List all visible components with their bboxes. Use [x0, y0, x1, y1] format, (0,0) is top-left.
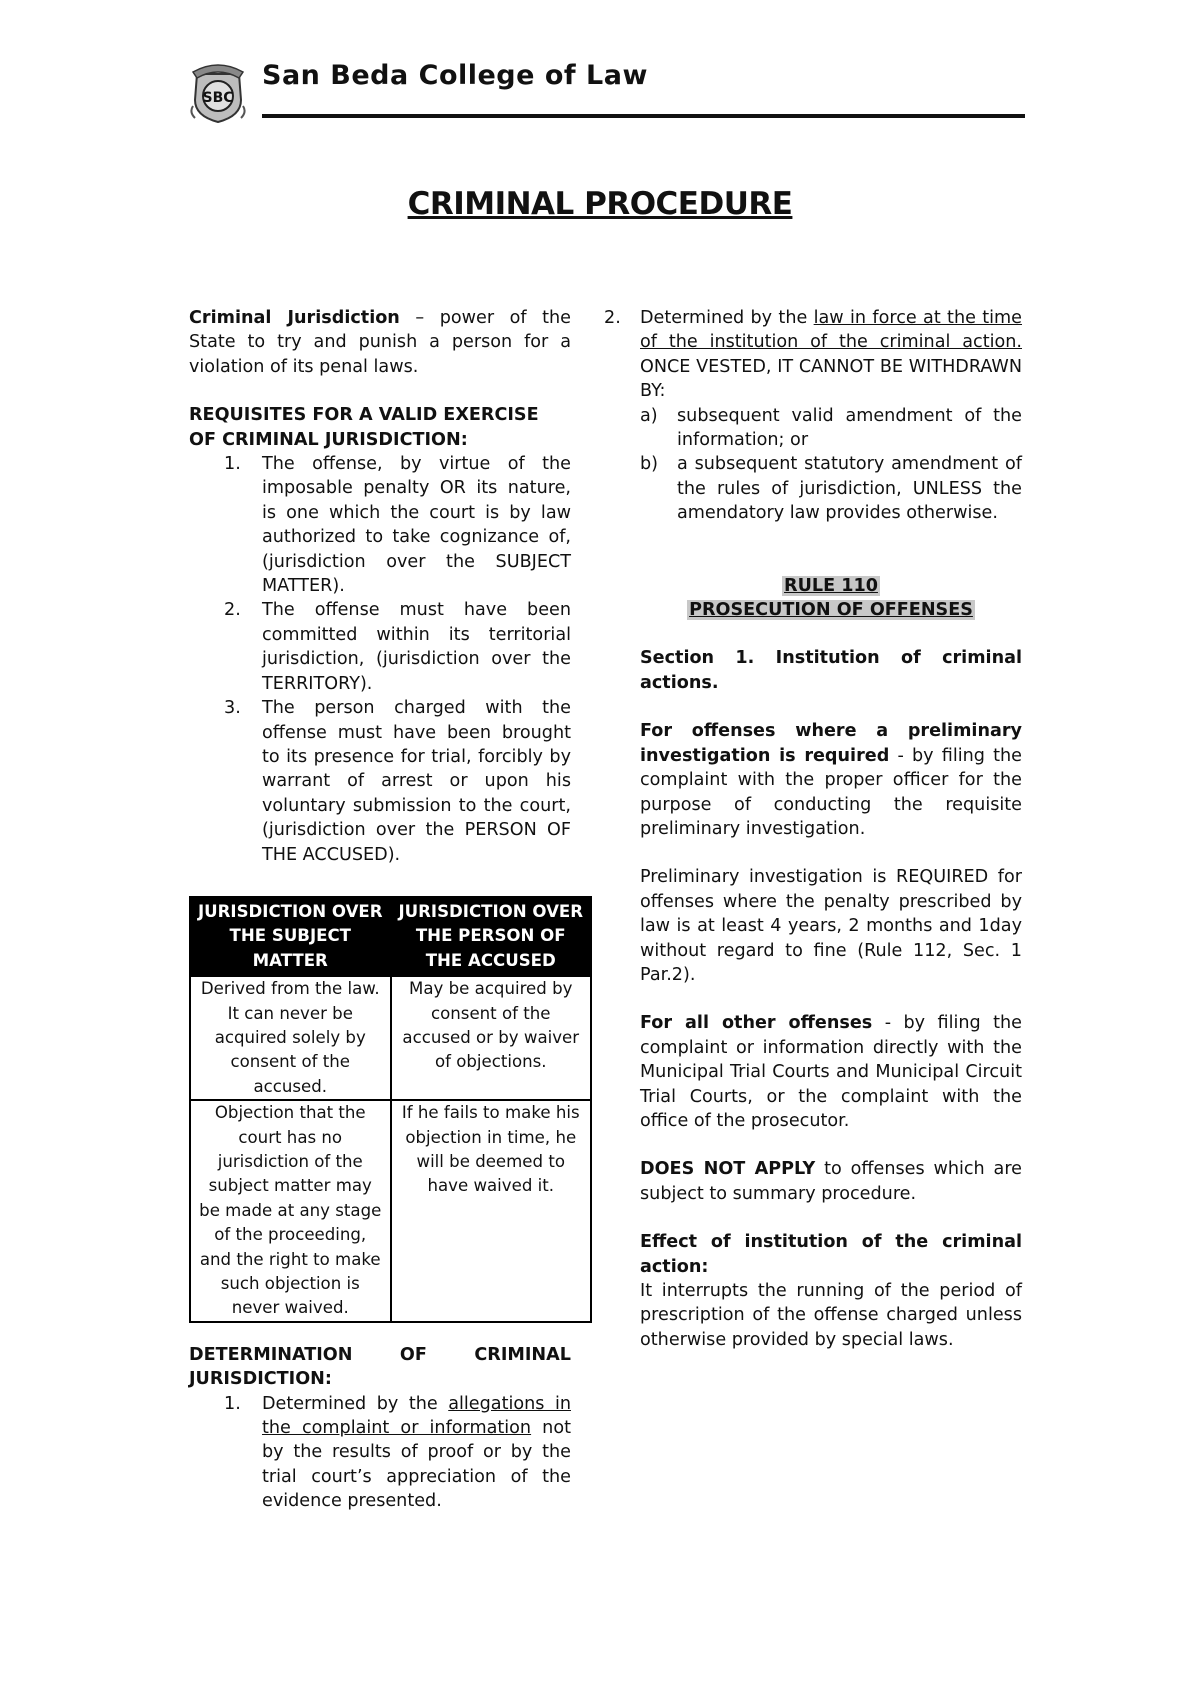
- table-row: [190, 1100, 591, 1322]
- right-column: [604, 306, 1023, 1352]
- determination-list: [189, 1392, 571, 1514]
- requisites-list: [189, 452, 571, 867]
- other-offenses-paragraph: For all other offenses - by filing the complaint or information directly with the Municipal Trial Courts and Municipal Circuit Trial Courts, or the complaint with the office of the prosecutor.: [640, 1013, 1023, 1131]
- jurisdiction-comparison-table: [189, 896, 592, 1323]
- section-heading: Section 1. Institution of criminal actions.: [640, 648, 1022, 693]
- list-item: 1. The offense, by virtue of the imposable penalty OR its nature, is one which the court is by law authorized to take cognizance of, (jurisdiction over the SUBJECT MATTER).: [224, 454, 571, 597]
- determination-heading: DETERMINATION OF CRIMINAL JURISDICTION:: [189, 1344, 571, 1390]
- list-item: 1. Determined by the allegations in the complaint or information not by the results of proof or by the trial court’s appreciation of the evidence presented.: [224, 1393, 571, 1512]
- list-item: a) subsequent valid amendment of the information; or: [640, 405, 1022, 451]
- rule-title: PROSECUTION OF OFFENSES: [689, 600, 973, 621]
- list-item: 2. Determined by the law in force at the time of the institution of the criminal action. ONCE VESTED, IT CANNOT BE WITHDRAWN BY:: [604, 308, 1022, 402]
- left-column: [189, 306, 584, 1514]
- institution-name: San Beda College of Law: [262, 60, 648, 91]
- column-header: JURISDICTION OVER THE SUBJECT MATTER: [190, 897, 391, 976]
- withdrawal-sublist: [640, 404, 1022, 526]
- requisites-heading: REQUISITES FOR A VALID EXERCISE OF CRIMINAL JURISDICTION:: [189, 405, 539, 450]
- pi-requirement-paragraph: Preliminary investigation is REQUIRED for offenses where the penalty prescribed by law is at least 4 years, 2 months and 1day without regard to fine (Rule 112, Sec. 1 Par.2).: [640, 867, 1022, 985]
- criminal-jurisdiction-definition: [189, 306, 571, 379]
- table-cell: If he fails to make his objection in time, he will be deemed to have waived it.: [391, 1100, 592, 1322]
- effect-paragraph: It interrupts the running of the period of prescription of the offense charged unless otherwise provided by special laws.: [640, 1281, 1022, 1350]
- column-header: JURISDICTION OVER THE PERSON OF THE ACCUSED: [391, 897, 592, 976]
- college-seal-logo: [189, 60, 247, 124]
- page-header: [189, 56, 1025, 128]
- table-cell: Objection that the court has no jurisdiction of the subject matter may be made at any stage of the proceeding, and the right to make such objection is never waived.: [190, 1100, 391, 1322]
- effect-heading: Effect of institution of the criminal action:: [640, 1232, 1022, 1277]
- definition-term: Criminal Jurisdiction: [189, 308, 400, 328]
- list-item: 2. The offense must have been committed within its territorial jurisdiction, (jurisdiction over the TERRITORY).: [224, 600, 571, 694]
- table-cell: May be acquired by consent of the accused or by waiver of objections.: [391, 976, 592, 1100]
- table-row: [190, 976, 591, 1100]
- svg-text:SBC: SBC: [202, 90, 234, 106]
- table-header-row: [190, 897, 591, 976]
- header-divider: [262, 114, 1025, 118]
- definition-text: – power of the State to try and punish a person for a violation of its penal laws.: [189, 308, 571, 377]
- determination-list-continued: [604, 306, 1022, 404]
- does-not-apply-paragraph: DOES NOT APPLY to offenses which are subject to summary procedure.: [640, 1159, 1022, 1204]
- pi-required-paragraph: For offenses where a preliminary investigation is required - by filing the complaint with the proper officer for the purpose of conducting the requisite preliminary investigation.: [640, 721, 1022, 839]
- document-title: CRIMINAL PROCEDURE: [407, 186, 793, 222]
- table-cell: Derived from the law. It can never be acquired solely by consent of the accused.: [190, 976, 391, 1100]
- list-item: b) a subsequent statutory amendment of the rules of jurisdiction, UNLESS the amendatory law provides otherwise.: [640, 454, 1022, 524]
- rule-number: RULE 110: [784, 575, 878, 596]
- list-item: 3. The person charged with the offense must have been brought to its presence for trial, forcibly by warrant of arrest or upon his voluntary submission to the court, (jurisdiction over the PERSON OF THE ACCUSED).: [224, 698, 571, 865]
